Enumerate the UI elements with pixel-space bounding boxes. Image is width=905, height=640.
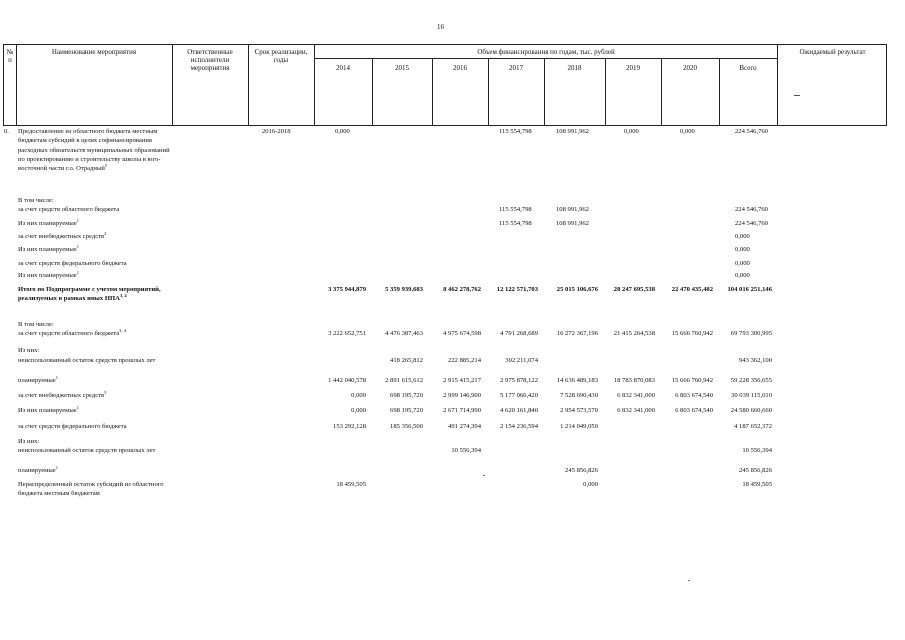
item-number: 0. <box>4 128 9 135</box>
row-label <box>18 245 218 254</box>
value-cell: 943 362,100 <box>739 357 772 364</box>
value-cell: 418 265,812 <box>390 357 423 364</box>
row-label <box>18 232 218 241</box>
row-label-sup: 1 <box>76 218 79 223</box>
value-cell: 59 228 356,655 <box>730 377 772 384</box>
value-cell: 3 222 652,751 <box>328 330 366 337</box>
row-label-sup: 1 <box>55 465 58 470</box>
col-divider <box>314 45 315 125</box>
value-cell: 4 791 268,689 <box>500 330 538 337</box>
value-cell: 245 856,826 <box>565 467 598 474</box>
value-cell: 185 356,500 <box>390 423 423 430</box>
value-cell: 6 832 341,000 <box>617 407 655 414</box>
value-cell: 5 177 066,420 <box>500 392 538 399</box>
col-divider <box>172 45 173 125</box>
row-label-text: Из них планируемые <box>18 407 77 414</box>
value-cell: 224 546,760 <box>735 206 768 213</box>
year-2016: 2016 <box>453 64 467 72</box>
row-label-text: Из них: <box>18 347 40 354</box>
value-cell: 1 442 040,578 <box>328 377 366 384</box>
header-num-label: № п <box>6 48 14 64</box>
value-cell: 4 187 652,372 <box>734 423 772 430</box>
item-value-total: 224 546,760 <box>735 128 768 135</box>
row-label <box>18 391 218 400</box>
year-2019: 2019 <box>626 64 640 72</box>
year-2017: 2017 <box>509 64 523 72</box>
row-label <box>18 356 166 365</box>
value-cell: 245 856,826 <box>739 467 772 474</box>
value-cell: 108 991,962 <box>556 220 589 227</box>
value-cell: 4 975 674,598 <box>443 330 481 337</box>
year-total: Всего <box>739 64 757 72</box>
item-value-2017: 115 554,798 <box>499 128 532 135</box>
item-value-2018: 108 991,962 <box>556 128 589 135</box>
row-label-text: Нераспределенный остаток субсидий из областного бюджета местным бюджетам <box>18 481 164 497</box>
row-label-text: за счет средств областного бюджета <box>18 206 120 213</box>
scan-mark <box>688 580 690 581</box>
value-cell: 4 476 387,463 <box>385 330 423 337</box>
value-cell: 12 122 571,703 <box>496 286 538 293</box>
year-2018: 2018 <box>567 64 582 72</box>
row-label-text: Из них планируемые <box>18 272 77 279</box>
row-label <box>18 422 218 431</box>
value-cell: 6 832 341,000 <box>617 392 655 399</box>
header-term: Срок реализации, годы <box>254 48 308 64</box>
value-cell: 15 666 760,942 <box>671 377 713 384</box>
value-cell: 2 891 615,612 <box>385 377 423 384</box>
total-label-text: Итого по Подпрограмме с учетом мероприятий, реализуемых в рамках иных НПА <box>18 286 161 302</box>
value-cell: 21 415 264,538 <box>613 330 655 337</box>
value-cell: 115 554,798 <box>499 206 532 213</box>
value-cell: 5 359 939,683 <box>385 286 423 293</box>
item-value-2019: 0,000 <box>624 128 639 135</box>
value-cell: 115 554,798 <box>499 220 532 227</box>
value-cell: 698 195,720 <box>390 407 423 414</box>
value-cell: 224 546,760 <box>735 220 768 227</box>
value-cell: 10 556,394 <box>451 447 481 454</box>
row-label-text: В том числе: <box>18 321 54 328</box>
header-name: Наименование мероприятия <box>51 48 137 56</box>
header-result: Ожидаемый результат <box>799 48 866 56</box>
value-cell: 491 274,394 <box>448 423 481 430</box>
value-cell: 7 528 690,430 <box>560 392 598 399</box>
row-label-sup: 2 <box>104 231 107 236</box>
value-cell: 0,000 <box>735 272 750 279</box>
item-description <box>18 127 176 173</box>
row-label <box>18 196 218 205</box>
col-divider <box>777 45 778 125</box>
row-label-sup: 3, 4 <box>119 328 126 333</box>
value-cell: 69 793 300,995 <box>730 330 772 337</box>
row-label-text: планируемые <box>18 377 56 384</box>
row-label-text: Из них планируемые <box>18 246 77 253</box>
row-label <box>18 205 218 214</box>
value-cell: 2 954 573,570 <box>560 407 598 414</box>
row-label <box>18 446 166 455</box>
value-cell: 3 375 944,879 <box>328 286 366 293</box>
row-label-text: за счет внебюджетных средств <box>18 392 105 399</box>
value-cell: 10 556,394 <box>742 447 772 454</box>
col-divider <box>16 45 17 125</box>
row-label <box>18 437 218 446</box>
value-cell: 18 459,505 <box>336 481 366 488</box>
value-cell: 1 214 049,050 <box>560 423 598 430</box>
value-cell: 153 292,128 <box>333 423 366 430</box>
value-cell: 2 154 236,594 <box>500 423 538 430</box>
item-description-text: Предоставление из областного бюджета местным бюджетам субсидий в целях софинансирования расходных обязательств муниципальных образований по проектированию и строительству школы в юго-восточной части г.о. Отрадный <box>18 128 170 173</box>
row-label-text: Из них: <box>18 438 40 445</box>
row-label-text: В том числе: <box>18 197 54 204</box>
value-cell: 0,000 <box>735 260 750 267</box>
row-label-sup: 1 <box>76 244 79 249</box>
value-cell: 6 803 674,540 <box>675 392 713 399</box>
value-cell: 222 885,214 <box>448 357 481 364</box>
total-label <box>18 285 196 303</box>
value-cell: 2 975 878,122 <box>500 377 538 384</box>
value-cell: 0,000 <box>351 392 366 399</box>
decorative-dash <box>794 95 800 96</box>
row-label-sup: 1 <box>76 405 79 410</box>
page-number: 16 <box>437 23 444 31</box>
value-cell: 22 470 435,482 <box>671 286 713 293</box>
value-cell: 15 666 760,942 <box>671 330 713 337</box>
row-label <box>18 259 218 268</box>
row-label <box>18 480 166 498</box>
value-cell: 104 016 251,146 <box>727 286 772 293</box>
value-cell: 18 783 870,083 <box>613 377 655 384</box>
row-label-sup: 1 <box>76 270 79 275</box>
value-cell: 30 039 115,010 <box>731 392 772 399</box>
item-term: 2016-2018 <box>262 128 291 135</box>
year-2014: 2014 <box>336 64 350 72</box>
total-label-sup: 3, 4 <box>119 293 127 298</box>
value-cell: 0,000 <box>351 407 366 414</box>
row-label-text: планируемые <box>18 467 56 474</box>
value-cell: 6 803 674,540 <box>675 407 713 414</box>
value-cell: 8 462 278,762 <box>443 286 481 293</box>
header-num <box>4 48 16 64</box>
row-label-text: неиспользованный остаток средств прошлых лет <box>18 357 156 364</box>
row-label-text: за счет средств областного бюджета <box>18 330 120 337</box>
value-cell: 28 247 695,538 <box>613 286 655 293</box>
value-cell: 698 195,720 <box>390 392 423 399</box>
row-label <box>18 376 218 385</box>
value-cell: 14 636 489,183 <box>556 377 598 384</box>
value-cell: 25 015 106,676 <box>556 286 598 293</box>
item-value-2014: 0,000 <box>335 128 350 135</box>
value-cell: 108 991,962 <box>556 206 589 213</box>
header-responsible: Ответственные исполнители мероприятия <box>187 48 233 72</box>
item-value-2020: 0,000 <box>680 128 695 135</box>
row-label-sup: 1 <box>55 375 58 380</box>
col-divider <box>248 45 249 125</box>
value-cell: 302 211,074 <box>505 357 538 364</box>
row-label <box>18 466 218 475</box>
table-header <box>3 44 887 126</box>
year-2015: 2015 <box>395 64 409 72</box>
row-label <box>18 219 218 228</box>
row-label-sup: 5 <box>104 390 107 395</box>
scan-mark <box>483 475 485 476</box>
item-description-sup: 5 <box>104 163 108 169</box>
value-cell: 4 620 161,840 <box>500 407 538 414</box>
value-cell: 0,000 <box>583 481 598 488</box>
year-2020: 2020 <box>683 64 697 72</box>
value-cell: 18 459,505 <box>742 481 772 488</box>
row-label-text: за счет внебюджетных средств <box>18 233 105 240</box>
value-cell: 2 999 146,900 <box>443 392 481 399</box>
row-label-text: за счет средств федерального бюджета <box>18 260 127 267</box>
value-cell: 24 580 660,660 <box>730 407 772 414</box>
row-label <box>18 346 218 355</box>
row-label-text: Из них планируемые <box>18 220 77 227</box>
row-label-text: за счет средств федерального бюджета <box>18 423 127 430</box>
value-cell: 0,000 <box>735 233 750 240</box>
row-label-text: неиспользованный остаток средств прошлых лет <box>18 447 156 454</box>
row-label <box>18 406 218 415</box>
value-cell: 2 915 415,217 <box>443 377 481 384</box>
value-cell: 0,000 <box>735 246 750 253</box>
row-label <box>18 320 218 329</box>
header-financing: Объем финансирования по годам, тыс. рублей <box>477 48 615 56</box>
row-label <box>18 329 218 338</box>
value-cell: 2 671 714,990 <box>443 407 481 414</box>
row-divider <box>314 58 777 59</box>
value-cell: 16 272 367,196 <box>556 330 598 337</box>
row-label <box>18 271 218 280</box>
